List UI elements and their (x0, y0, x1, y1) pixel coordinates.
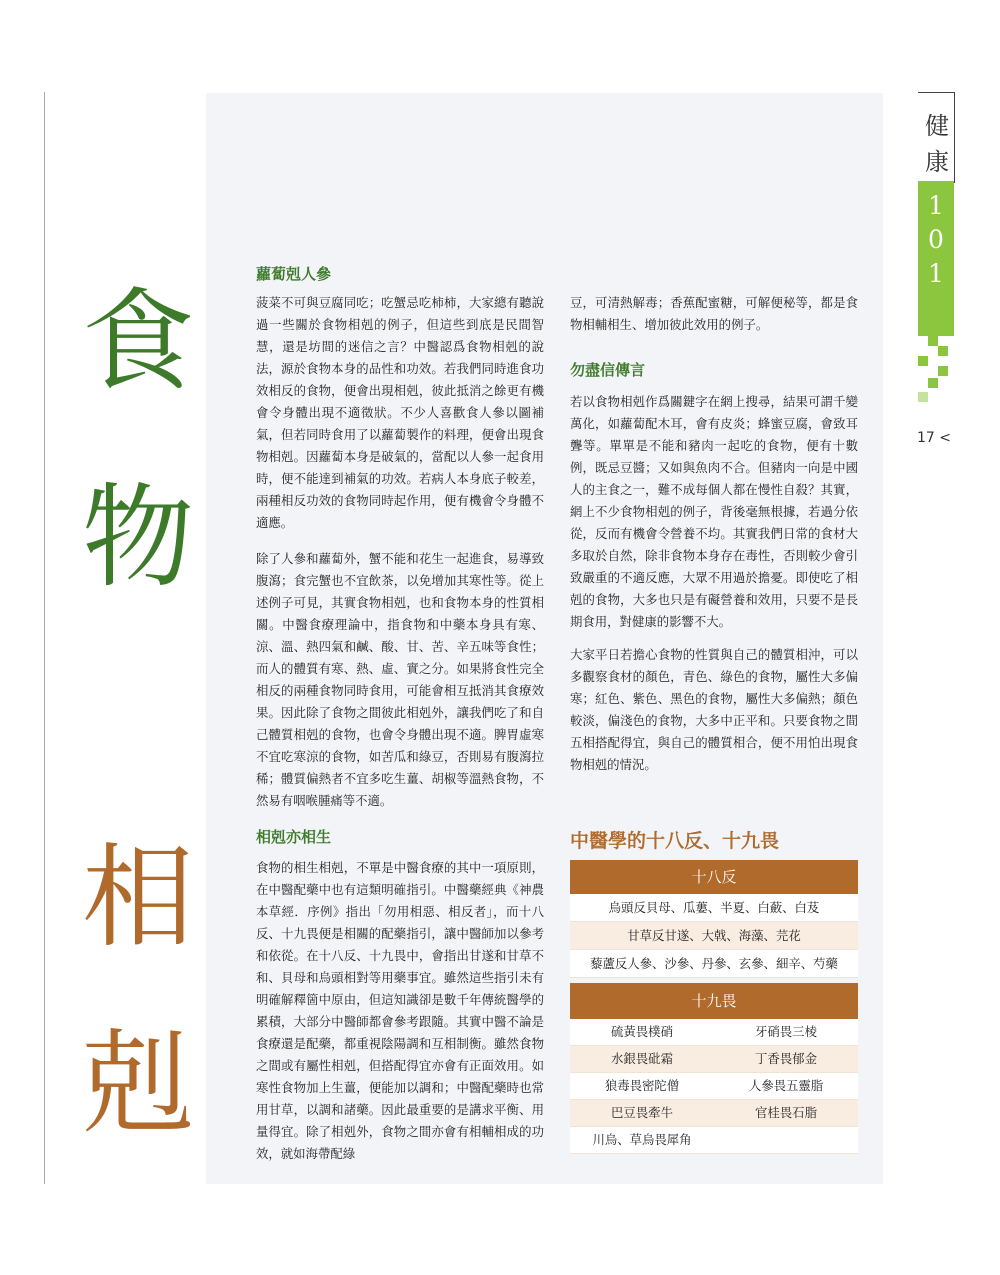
table-cell: 水銀畏砒霜 (611, 1051, 673, 1066)
section-number-digit: 1 (928, 259, 944, 288)
title-char-4: 剋 (82, 1019, 194, 1149)
section-number-bar (918, 181, 954, 336)
table-cell: 牙硝畏三棱 (755, 1024, 817, 1039)
section-number-digit: 1 (928, 191, 944, 220)
section3-paragraph-2: 大家平日若擔心食物的性質與自己的體質相沖，可以多觀察食材的顏色，青色、綠色的食物，屬性大多偏寒；紅色、紫色、黑色的食物，屬性大多偏熱；顏色較淡，偏淺色的食物，大多中正平和。只要食物之間五相搭配得宜，與自己的體質相合，便不用怕出現食物相剋的情況。 (570, 647, 858, 772)
section1-paragraph-1: 菠菜不可與豆腐同吃；吃蟹忌吃柿柿，大家總有聽說過一些關於食物相剋的例子，但這些到底是民間智慧，還是坊間的迷信之言？中醫認爲食物相剋的說法，源於食物本身的品性和功效。若我們同時進食功效相反的食物，便會出現相剋，彼此抵消之餘更有機會令身體出現不適徵狀。不少人喜歡食人參以圖補氣，但若同時食用了以蘿蔔製作的料理，便會出現食物相剋。因蘿蔔本身是破氣的，當配以人參一起食用時，便不能達到補氣的功效。若病人本身底子較差，兩種相反功效的食物同時起作用，便有機會令身體不適應。 (256, 295, 544, 530)
section-heading-1: 蘿蔔剋人參 (256, 265, 332, 283)
title-char-2: 物 (82, 473, 194, 603)
section3-paragraph-1: 若以食物相剋作爲關鍵字在網上搜尋，結果可謂千變萬化，如蘿蔔配木耳，會有皮炎；蜂蜜豆腐，會致耳聾等。單單是不能和豬肉一起吃的食物，便有十數例，既忌豆醬；又如與魚肉不合。但豬肉一向是中國人的主食之一，難不成每個人都在慢性自殺？其實，網上不少食物相剋的例子，背後毫無根據，若過分依從，反而有機會令營養不均。其實我們日常的食材大多取於自然，除非食物本身存在毒性，否則較少會引致嚴重的不適反應，大眾不用過於擔憂。即使吃了相剋的食物，大多也只是有礙營養和效用，只要不是長期食用，對健康的影響不大。 (570, 394, 858, 629)
decor-square (928, 378, 938, 388)
table-header-19: 十九畏 (570, 983, 858, 1019)
table-cell: 川烏、草烏畏犀角 (592, 1132, 692, 1147)
page-number: 17 < (917, 430, 951, 446)
title-char-3: 相 (82, 833, 194, 963)
table-cell: 丁香畏郁金 (755, 1051, 817, 1066)
table-row: 甘草反甘遂、大戟、海藻、芫花 (570, 922, 858, 950)
table-cell: 官桂畏石脂 (755, 1105, 817, 1120)
nineteen-fears-table (570, 983, 858, 1154)
table-row: 烏頭反貝母、瓜蔞、半夏、白蘞、白芨 (570, 894, 858, 922)
table-row (570, 1073, 858, 1100)
section-label-char-2: 康 (925, 148, 949, 176)
decor-square (918, 356, 928, 366)
table-row (570, 1019, 858, 1046)
table-row (570, 1046, 858, 1073)
decor-square (938, 346, 948, 356)
decor-square (928, 336, 938, 346)
table-row (570, 1127, 858, 1154)
table-cell: 硫黃畏樸硝 (611, 1024, 673, 1039)
table-title: 中醫學的十八反、十九畏 (570, 830, 780, 852)
table-header-18: 十八反 (570, 860, 858, 894)
table-cell (714, 1127, 858, 1153)
table-row: 藜蘆反人參、沙參、丹參、玄參、細辛、芍藥 (570, 950, 858, 978)
table-cell: 巴豆畏牽牛 (611, 1105, 673, 1120)
section2-paragraph-1: 食物的相生相剋，不單是中醫食療的其中一項原則，在中醫配藥中也有這類明確指引。中醫藥經典《神農本草經．序例》指出「勿用相惡、相反者」，而十八反、十九畏便是相關的配藥指引，讓中醫師加以參考和依從。在十八反、十九畏中，會指出甘遂和甘草不和、貝母和烏頭相對等用藥事宜。雖然這些指引未有明確解釋箇中原由，但這知識卻是數千年傳統醫學的累積，大部分中醫師都會參考跟隨。其實中醫不論是食療還是配藥，都重視陰陽調和互相制衡。雖然食物之間或有屬性相剋，但搭配得宜亦會有正面效用。如寒性食物加上生薑，便能加以調和；中醫配藥時也常用甘草，以調和諸藥。因此最重要的是講求平衡、用量得宜。除了相剋外，食物之間亦會有相輔相成的功效，就如海帶配綠 (256, 860, 544, 1161)
section-number-digit: 0 (928, 225, 944, 254)
section-label-char-1: 健 (925, 112, 949, 140)
eighteen-antagonisms-table (570, 860, 858, 978)
left-rule-line (44, 92, 45, 1184)
section1-paragraph-2: 除了人參和蘿蔔外，蟹不能和花生一起進食，易導致腹瀉；食完蟹也不宜飲茶，以免增加其寒性等。從上述例子可見，其實食物相剋，也和食物本身的性質相關。中醫食療理論中，指食物和中藥本身具有寒、涼、溫、熱四氣和鹹、酸、甘、苦、辛五味等食性；而人的體質有寒、熱、虛、實之分。如果將食性完全相反的兩種食物同時食用，可能會相互抵消其食療效果。因此除了食物之間彼此相剋外，讓我們吃了和自己體質相剋的食物，也會令身體出現不適。脾胃虛寒不宜吃寒涼的食物，如苦瓜和綠豆，否則易有腹瀉拉稀；體質偏熱者不宜多吃生薑、胡椒等溫熱食物，不然易有咽喉腫痛等不適。 (256, 551, 544, 808)
table-cell: 人參畏五靈脂 (748, 1078, 824, 1093)
table-row (570, 1100, 858, 1127)
section-heading-3: 勿盡信傳言 (570, 361, 646, 379)
table-cell: 狼毒畏密陀僧 (604, 1078, 680, 1093)
section-heading-2: 相剋亦相生 (256, 828, 332, 846)
section2-paragraph-2: 豆，可清熱解毒；香蕉配蜜糖，可解便秘等，都是食物相輔相生、增加彼此效用的例子。 (570, 295, 858, 332)
title-char-1: 食 (82, 277, 194, 407)
decor-square (938, 366, 948, 376)
decor-square (918, 392, 928, 402)
